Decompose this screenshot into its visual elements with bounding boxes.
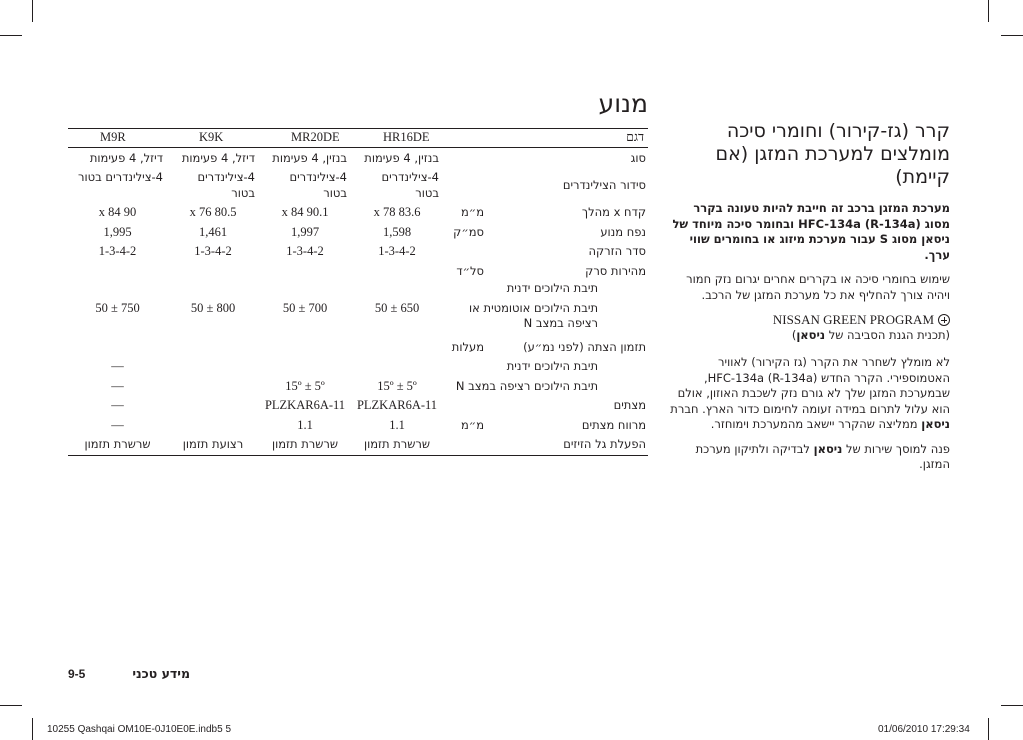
row-label: מרווח מצתים	[581, 417, 647, 432]
print-slug-file: 10255 Qashqai OM10E-0J10E0E.indb5 5	[47, 724, 232, 735]
table-row-plug-gap	[68, 416, 648, 436]
refrigerant-heading: קרר (גז-קירור) וחומרי סיכה מומלצים למערכת המזגן (אם קיימת)	[715, 120, 950, 188]
table-row-spark-plugs	[68, 396, 648, 416]
table-row-idle-auto	[68, 299, 648, 334]
cell: 1-3-4-2	[378, 244, 416, 258]
refrigerant-warning: שימוש בחומרי סיכה או בקררים אחרים יגרום נזק חמור ויהיה צורך להחליף את כל מערכת המזגן של הרכב.	[686, 272, 950, 302]
cell: 15º ± 5º	[285, 378, 325, 393]
section-name: מידע טכני	[132, 666, 190, 681]
crop-mark	[988, 0, 989, 22]
engine-spec-table	[68, 128, 648, 456]
cell: שרשרת תזמון	[259, 435, 351, 455]
table-row-displacement	[68, 223, 648, 243]
cell: 4-צילינדרים בטור	[78, 170, 163, 184]
cell: 1-3-4-2	[194, 244, 232, 258]
green-program-subtitle: (תכנית הגנת הסביבה של ניסאן)	[791, 327, 950, 342]
cell: 90 x 84	[98, 205, 137, 219]
cell: PLZKAR6A-11	[264, 398, 346, 412]
cell: 4-צילינדרים בטור	[381, 170, 439, 200]
engine-header: M9R	[68, 129, 167, 148]
cell: 1.1	[297, 417, 313, 432]
row-label: תזמון הצתה (לפני נמ״ע)	[523, 339, 647, 354]
cell: 1,598	[382, 224, 412, 239]
model-header: דגם	[443, 129, 648, 148]
print-slug-datetime: 01/06/2010 17:29:34	[878, 724, 970, 735]
cell: דיזל, 4 פעימות	[89, 150, 163, 165]
cell: בנזין, 4 פעימות	[364, 150, 439, 165]
cell: 4-צילינדרים בטור	[289, 170, 347, 200]
row-label: קדח x מהלך	[581, 205, 647, 219]
cell: בנזין, 4 פעימות	[272, 150, 347, 165]
row-unit: סמ״ק	[453, 224, 485, 239]
table-row-bore-stroke	[68, 203, 648, 223]
cell: 90.1 x 84	[281, 205, 329, 219]
green-program-icon	[938, 314, 950, 326]
cell: 80.5 x 76	[189, 205, 237, 219]
crop-mark	[0, 35, 22, 36]
row-unit: מ״מ	[460, 417, 485, 432]
cell: PLZKAR6A-11	[356, 398, 438, 412]
cell: —	[111, 359, 124, 373]
row-label: מהירות סרק	[585, 263, 647, 278]
table-row-idle-speed	[68, 262, 648, 282]
row-unit: מעלות	[451, 339, 485, 354]
cell: 15º ± 5º	[377, 378, 417, 393]
dealer-paragraph: פנה למוסך שירות של ניסאן לבדיקה ולתיקון מערכת המזגן.	[695, 441, 950, 471]
row-sublabel: תיבת הילוכים אוטומטית או רציפה במצב N	[469, 300, 599, 330]
cell: —	[111, 398, 124, 412]
page-number: 9-5	[68, 667, 86, 681]
crop-mark	[32, 718, 33, 740]
row-label: הפעלת גל הזיזים	[443, 435, 648, 455]
crop-mark	[1001, 705, 1023, 706]
crop-mark	[988, 718, 989, 740]
refrigerant-requirement: מערכת המזגן ברכב זה חייבת להיות טעונה בקרר מסוג HFC-134a (R-134a) ובחומר סיכה מיוחד של ניסאן מסוג S עבור מערכת מיזוג או בחומרים שווי ערך.	[672, 201, 950, 262]
crop-mark	[0, 705, 22, 706]
cell: 800 ± 50	[190, 300, 236, 315]
cell: שרשרת תזמון	[351, 435, 443, 455]
page-footer	[68, 666, 190, 681]
green-program-heading	[670, 312, 950, 328]
cell: 83.6 x 78	[373, 205, 421, 219]
cell: 1-3-4-2	[286, 244, 324, 258]
cell: 1,997	[290, 224, 320, 239]
table-header-row	[68, 129, 648, 148]
cell: 700 ± 50	[282, 300, 328, 315]
cell	[167, 396, 259, 416]
cell: 1,995	[103, 224, 132, 239]
environment-paragraph: לא מומלץ לשחרר את הקרר (גז הקירור) לאוויר האטמוספירי. הקרר החדש HFC-134a (R-134a), שבמערכת המזגן שלך לא גורם נזק לשכבת האוזון, אולם הוא עלול לתרום במידה זעומה לחימום כדור הארץ. חברת ניסאן ממליצה שהקרר יישאב מהמערכת וימוחזר.	[670, 355, 950, 431]
cell	[167, 416, 259, 436]
table-row-cylinders	[68, 168, 648, 203]
cell: 1.1	[389, 417, 405, 432]
cell: —	[111, 417, 124, 432]
row-label: סדר הזרקה	[588, 244, 647, 258]
row-unit: סל״ד	[456, 263, 485, 278]
table-row-idle-manual	[68, 281, 648, 299]
table-row-type	[68, 147, 648, 168]
table-row-timing-auto	[68, 377, 648, 397]
engine-header: HR16DE	[351, 129, 443, 148]
page-title: מנוע	[598, 88, 648, 118]
table-row-timing-manual	[68, 357, 648, 377]
cell: דיזל, 4 פעימות	[181, 150, 255, 165]
row-label: סידור הצילינדרים	[562, 177, 647, 192]
engine-header: MR20DE	[259, 129, 351, 148]
row-label: נפח מנוע	[600, 224, 647, 239]
cell: 750 ± 50	[95, 300, 140, 315]
cell: 4-צילינדרים בטור	[197, 170, 255, 200]
cell: —	[111, 378, 124, 393]
row-label: מצתים	[613, 398, 647, 412]
row-sublabel: תיבת הילוכים ידנית	[506, 359, 599, 373]
row-sublabel: תיבת הילוכים רציפה במצב N	[455, 378, 599, 393]
table-row-camshaft	[68, 435, 648, 455]
crop-mark	[32, 0, 33, 22]
refrigerant-section	[670, 120, 950, 482]
cell: 1,461	[198, 224, 228, 239]
table-row-ignition-timing	[68, 334, 648, 358]
table-row-firing-order	[68, 242, 648, 262]
row-unit: מ״מ	[460, 205, 485, 219]
engine-header: K9K	[167, 129, 259, 148]
cell: 1-3-4-2	[98, 244, 137, 258]
crop-mark	[1001, 35, 1023, 36]
cell: 650 ± 50	[374, 300, 420, 315]
cell: רצועת תזמון	[167, 435, 259, 455]
cell: שרשרת תזמון	[68, 435, 167, 455]
row-label: סוג	[630, 150, 647, 165]
green-program-title: NISSAN GREEN PROGRAM	[772, 312, 934, 327]
row-sublabel: תיבת הילוכים ידנית	[506, 281, 599, 295]
